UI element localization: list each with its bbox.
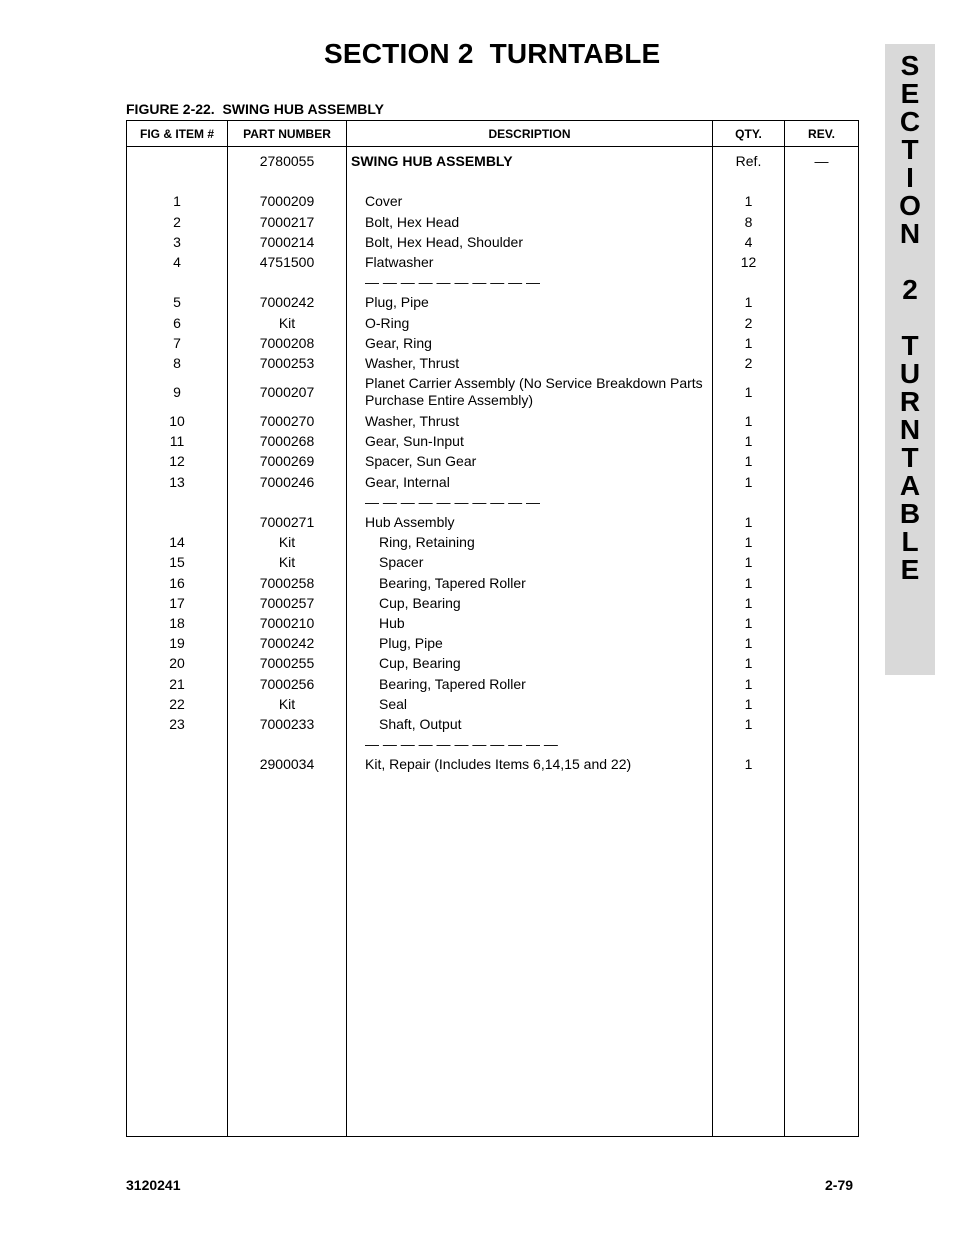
description-cell: Cup, Bearing [379, 594, 461, 611]
part-number-cell: 7000257 [259, 594, 315, 611]
description-cell: Bearing, Tapered Roller [379, 574, 526, 591]
part-number-cell: Kit [278, 534, 296, 551]
description-cell: Planet Carrier Assembly (No Service Breakdown Parts Purchase Entire Assembly) [365, 375, 703, 409]
side-tab [885, 44, 935, 675]
qty-cell: 4 [744, 233, 753, 250]
part-number-cell: 7000242 [259, 635, 315, 652]
description-cell: Plug, Pipe [365, 294, 429, 311]
side-tab-letter: O [899, 190, 921, 221]
rev-cell [785, 552, 858, 572]
side-tab-letter: T [901, 442, 919, 473]
qty-cell: 1 [744, 433, 753, 450]
part-number-cell: 7000242 [259, 294, 315, 311]
header-part-number: PART NUMBER [228, 121, 347, 147]
rev-cell [785, 694, 858, 714]
side-tab-letter: E [900, 554, 920, 585]
part-number-cell: 7000271 [259, 514, 315, 530]
header-description: DESCRIPTION [347, 121, 713, 147]
qty-cell: 1 [744, 574, 753, 591]
rev-cell [785, 512, 858, 532]
rev-cell [785, 633, 858, 653]
fig-item-cell [127, 272, 227, 292]
description-cell: Bearing, Tapered Roller [379, 675, 526, 692]
description-cell: Flatwasher [365, 253, 434, 270]
rev-cell [785, 411, 858, 431]
rev-cell [785, 532, 858, 552]
part-number-cell: 7000246 [259, 473, 315, 490]
fig-item-cell [127, 171, 227, 191]
description-cell: Gear, Sun-Input [365, 433, 464, 450]
description-cell: Washer, Thrust [365, 354, 460, 371]
rev-cell [785, 573, 858, 593]
fig-item-cell: 7 [173, 334, 181, 351]
part-number-cell [228, 734, 346, 754]
side-tab-letter: R [899, 386, 921, 417]
qty-cell: 1 [744, 695, 753, 712]
qty-cell: 1 [744, 334, 753, 351]
qty-cell: 12 [740, 253, 757, 270]
description-cell: Bolt, Hex Head [365, 213, 460, 230]
qty-cell: 1 [744, 383, 753, 400]
side-tab-letter: N [899, 218, 921, 249]
rev-column [785, 147, 859, 1137]
qty-cell: 1 [744, 534, 753, 551]
rev-cell [785, 191, 858, 211]
item-column [127, 147, 228, 1137]
figure-title: FIGURE 2-22. SWING HUB ASSEMBLY [126, 101, 385, 117]
rev-cell [785, 451, 858, 471]
qty-cell: 1 [744, 453, 753, 470]
side-tab-letter: 2 [902, 274, 918, 305]
rev-cell [785, 714, 858, 734]
qty-cell: 1 [744, 635, 753, 652]
rev-cell [785, 252, 858, 272]
qty-cell: 1 [744, 473, 753, 490]
part-number-cell: 2780055 [259, 153, 315, 169]
fig-item-cell: 13 [169, 473, 185, 490]
fig-item-cell [127, 754, 227, 774]
rev-cell [785, 492, 858, 512]
side-tab-letter: E [900, 78, 920, 109]
rev-cell [785, 212, 858, 232]
description-cell: Seal [379, 695, 408, 712]
fig-item-cell: 2 [173, 213, 181, 230]
side-tab-letter: T [901, 330, 919, 361]
rev-cell [785, 373, 858, 411]
qty-cell: 1 [744, 413, 753, 430]
part-number-cell: 2900034 [259, 756, 315, 773]
description-cell: Gear, Internal [365, 473, 450, 490]
part-number-cell: Kit [278, 554, 296, 571]
fig-item-cell: 18 [169, 614, 185, 631]
fig-item-cell: 21 [169, 675, 185, 692]
fig-item-cell [127, 512, 227, 532]
rev-cell [785, 653, 858, 673]
side-tab-letter: C [899, 106, 921, 137]
rev-cell [785, 313, 858, 333]
fig-item-cell: 17 [169, 594, 185, 611]
table-header-row [127, 121, 859, 147]
qty-cell [713, 492, 784, 512]
part-number-cell: 7000258 [259, 574, 315, 591]
part-number-cell: 7000217 [259, 213, 315, 230]
part-number-cell [228, 171, 346, 191]
qty-cell [713, 272, 784, 292]
rev-cell [785, 674, 858, 694]
side-tab-letter: B [899, 498, 921, 529]
description-cell: Cup, Bearing [379, 655, 461, 672]
fig-item-cell: 12 [169, 453, 185, 470]
fig-item-cell [127, 151, 227, 171]
description-cell: Bolt, Hex Head, Shoulder [365, 233, 523, 250]
fig-item-cell: 15 [169, 554, 185, 571]
fig-item-cell: 8 [173, 354, 181, 371]
rev-cell: — [814, 153, 829, 169]
qty-cell: 1 [744, 675, 753, 692]
fig-item-cell: 23 [169, 715, 185, 732]
qty-cell: 1 [744, 193, 753, 210]
description-cell: Shaft, Output [379, 715, 462, 732]
rev-cell [785, 232, 858, 252]
header-rev: REV. [785, 121, 859, 147]
fig-item-cell: 9 [173, 383, 181, 400]
fig-item-cell: 1 [173, 193, 181, 210]
section-title: SECTION 2 TURNTABLE [324, 38, 661, 69]
doc-number: 3120241 [126, 1177, 181, 1193]
rev-cell [785, 593, 858, 613]
side-tab-letter: T [901, 134, 919, 165]
side-tab-letter: U [899, 358, 921, 389]
qty-cell [713, 734, 784, 754]
description-cell: O-Ring [365, 314, 410, 331]
description-cell: Spacer [379, 554, 424, 571]
description-cell: — — — — — — — — — — [365, 493, 541, 510]
part-number-cell: 4751500 [259, 253, 315, 270]
fig-item-cell [127, 734, 227, 754]
description-cell: SWING HUB ASSEMBLY [351, 153, 513, 169]
fig-item-cell: 3 [173, 233, 181, 250]
rev-cell [785, 431, 858, 451]
qty-cell: 1 [744, 655, 753, 672]
part-number-cell: 7000214 [259, 233, 315, 250]
fig-item-cell [127, 492, 227, 512]
fig-item-cell: 11 [169, 433, 185, 450]
part-number-cell [228, 272, 346, 292]
qty-cell: 8 [744, 213, 753, 230]
fig-item-cell: 10 [169, 413, 185, 430]
rev-cell [785, 171, 858, 191]
rev-cell [785, 333, 858, 353]
description-cell: Gear, Ring [365, 334, 432, 351]
part-number-cell: 7000208 [259, 334, 315, 351]
page-number: 2-79 [825, 1177, 854, 1193]
qty-cell: 1 [744, 554, 753, 571]
part-number-cell: 7000270 [259, 413, 315, 430]
part-number-cell: 7000207 [259, 383, 315, 400]
rev-cell [785, 754, 858, 774]
description-cell: Ring, Retaining [379, 534, 475, 551]
part-number-cell: 7000255 [259, 655, 315, 672]
description-cell: Hub Assembly [365, 514, 455, 530]
side-tab-letter: I [906, 162, 914, 193]
qty-cell: 1 [744, 594, 753, 611]
qty-cell: 1 [744, 715, 753, 732]
fig-item-cell: 22 [169, 695, 185, 712]
part-number-column [228, 147, 347, 1137]
part-number-cell: 7000209 [259, 193, 315, 210]
rev-cell [785, 353, 858, 373]
fig-item-cell: 4 [173, 253, 181, 270]
header-fig-item: FIG & ITEM # [127, 121, 228, 147]
rev-cell [785, 472, 858, 492]
qty-cell: 1 [744, 294, 753, 311]
table-body-row [127, 147, 859, 1137]
description-cell: — — — — — — — — — — [365, 274, 541, 291]
description-cell: — — — — — — — — — — — [365, 736, 558, 753]
side-tab-letter: L [901, 526, 919, 557]
fig-item-cell: 20 [169, 655, 185, 672]
qty-cell: 2 [744, 354, 753, 371]
fig-item-cell: 6 [173, 314, 181, 331]
qty-cell [713, 171, 784, 191]
qty-cell: Ref. [735, 153, 762, 169]
part-number-cell: 7000253 [259, 354, 315, 371]
rev-cell [785, 734, 858, 754]
rev-cell [785, 272, 858, 292]
part-number-cell [228, 492, 346, 512]
description-column [347, 147, 713, 1137]
side-tab-letter: A [899, 470, 921, 501]
description-cell: Kit, Repair (Includes Items 6,14,15 and 22) [365, 756, 632, 773]
qty-cell: 2 [744, 314, 753, 331]
qty-cell: 1 [744, 614, 753, 631]
part-number-cell: 7000256 [259, 675, 315, 692]
fig-item-cell: 14 [169, 534, 185, 551]
qty-cell: 1 [744, 756, 753, 773]
fig-item-cell: 5 [173, 294, 181, 311]
description-cell: Cover [365, 193, 403, 210]
fig-item-cell: 19 [169, 635, 185, 652]
part-number-cell: 7000233 [259, 715, 315, 732]
side-tab-letter: N [899, 414, 921, 445]
rev-cell [785, 613, 858, 633]
side-tab-letter: S [900, 50, 920, 81]
description-cell: Spacer, Sun Gear [365, 453, 477, 470]
parts-table [126, 120, 859, 1137]
part-number-cell: Kit [278, 314, 296, 331]
description-cell: Plug, Pipe [379, 635, 443, 652]
description-cell: Hub [379, 614, 405, 631]
description-cell [347, 171, 712, 191]
header-qty: QTY. [713, 121, 785, 147]
part-number-cell: 7000268 [259, 433, 315, 450]
fig-item-cell: 16 [169, 574, 185, 591]
description-cell: Washer, Thrust [365, 413, 460, 430]
part-number-cell: 7000210 [259, 614, 315, 631]
rev-cell [785, 292, 858, 312]
part-number-cell: Kit [278, 695, 296, 712]
qty-column [713, 147, 785, 1137]
qty-cell: 1 [744, 514, 753, 530]
part-number-cell: 7000269 [259, 453, 315, 470]
